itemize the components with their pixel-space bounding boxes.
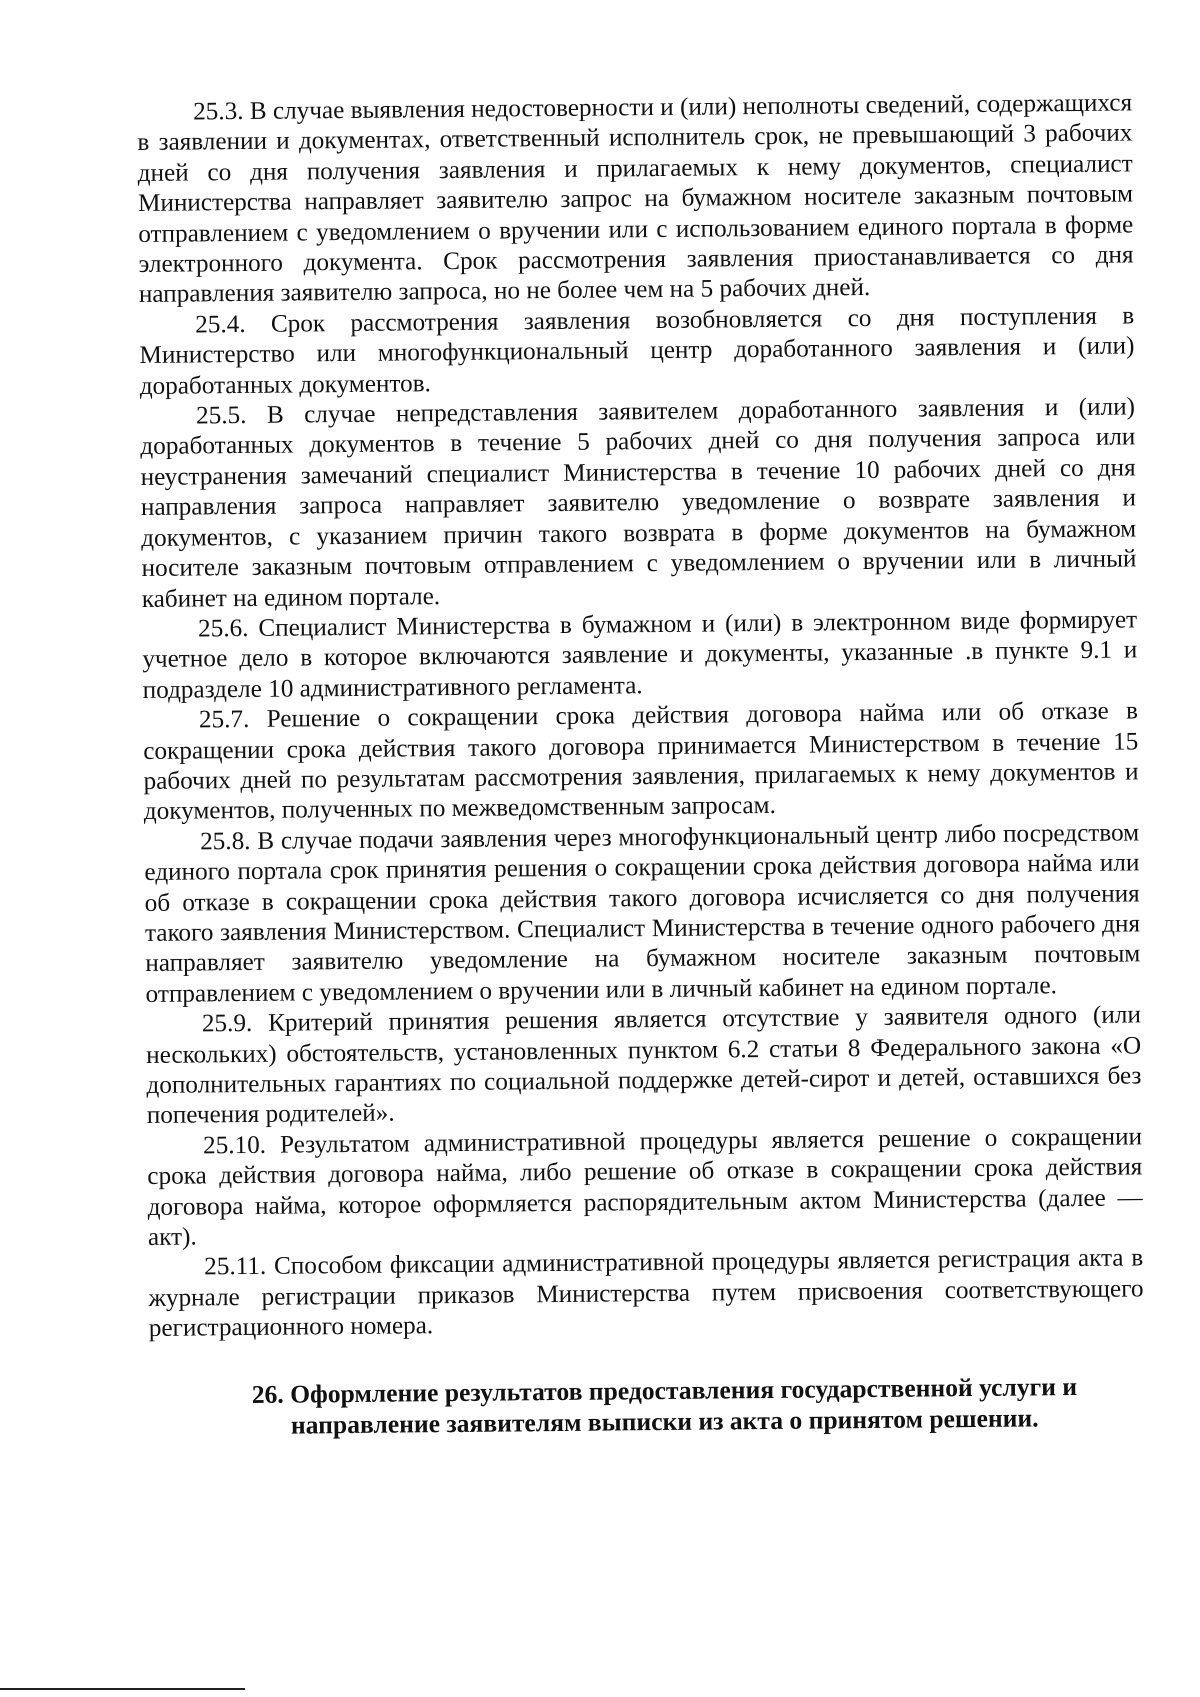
section-heading-26: 26. Оформление результатов предоставления государственной услуги и направление заявителям выписки из акта о принятом решении. <box>251 1371 1078 1440</box>
paragraph-25-8: 25.8. В случае подачи заявления через многофункциональный центр либо посредством единого портала срок принятия решения о сокращении срока действия договора найма или об отказе в сокращении срока действия такого договора исчисляется со дня получения такого заявления Министерством. Специалист Министерства в течение одного рабочего дня направляет заявителю уведомление на бумажном носителе заказным почтовым отправлением с уведомлением о вручении или в личный кабинет на едином портале. <box>144 819 1141 1008</box>
paragraph-25-5: 25.5. В случае непредставления заявителем доработанного заявления и (или) доработанных документов в течение 5 рабочих дней со дня получения запроса или неустранения замечаний специалист Министерства в течение 10 рабочих дней со дня направления запроса направляет заявителю уведомление о возврате заявления и документов, с указанием причин такого возврата в форме документов на бумажном носителе заказным почтовым отправлением с уведомлением о вручении или в личный кабинет на едином портале. <box>140 393 1137 613</box>
paragraph-25-3: 25.3. В случае выявления недостоверности и (или) неполноты сведений, содержащихся в заявлении и документах, ответственный исполнитель срок, не превышающий 3 рабочих дней со дня получения заявления и прилагаемых к нему документов, специалист Министерства направляет заявителю запрос на бумажном носителе заказным почтовым отправлением с уведомлением о вручении или с использованием единого портала в форме электронного документа. Срок рассмотрения заявления приостанавливается со дня направления заявителю запроса, но не более чем на 5 рабочих дней. <box>137 89 1134 309</box>
paragraph-25-10: 25.10. Результатом административной процедуры является решение о сокращении срока действия договора найма, либо решение об отказе в сокращении срока действия договора найма, которое оформляется распорядительным актом Министерства (далее — акт). <box>147 1123 1143 1251</box>
paragraph-25-9: 25.9. Критерий принятия решения является отсутствие у заявителя одного (или нескольких) обстоятельств, установленных пунктом 6.2 статьи 8 Федерального закона «О дополнительных гарантиях по социальной поддержке детей-сирот и детей, оставшихся без попечения родителей». <box>146 1001 1142 1130</box>
paragraph-25-6: 25.6. Специалист Министерства в бумажном и (или) в электронном виде формирует учетное дело в которое включаются заявление и документы, указанные .в пункте 9.1 и подразделе 10 административного регламента. <box>142 606 1138 704</box>
paragraph-25-11: 25.11. Способом фиксации административной процедуры является регистрация акта в журнале регистрации приказов Министерства путем присвоения соответствующего регистрационного номера. <box>148 1244 1144 1343</box>
document-body <box>137 88 1145 1441</box>
paragraph-25-7: 25.7. Решение о сокращении срока действия договора найма или об отказе в сокращении срока действия такого договора принимается Министерством в течение 15 рабочих дней по результатам рассмотрения заявления, прилагаемых к нему документов и документов, полученных по межведомственным запросам. <box>143 697 1139 826</box>
paragraph-25-4: 25.4. Срок рассмотрения заявления возобновляется со дня поступления в Министерство или многофункциональный центр доработанного заявления и (или) доработанных документов. <box>139 302 1135 400</box>
footer-rule <box>0 1688 245 1690</box>
